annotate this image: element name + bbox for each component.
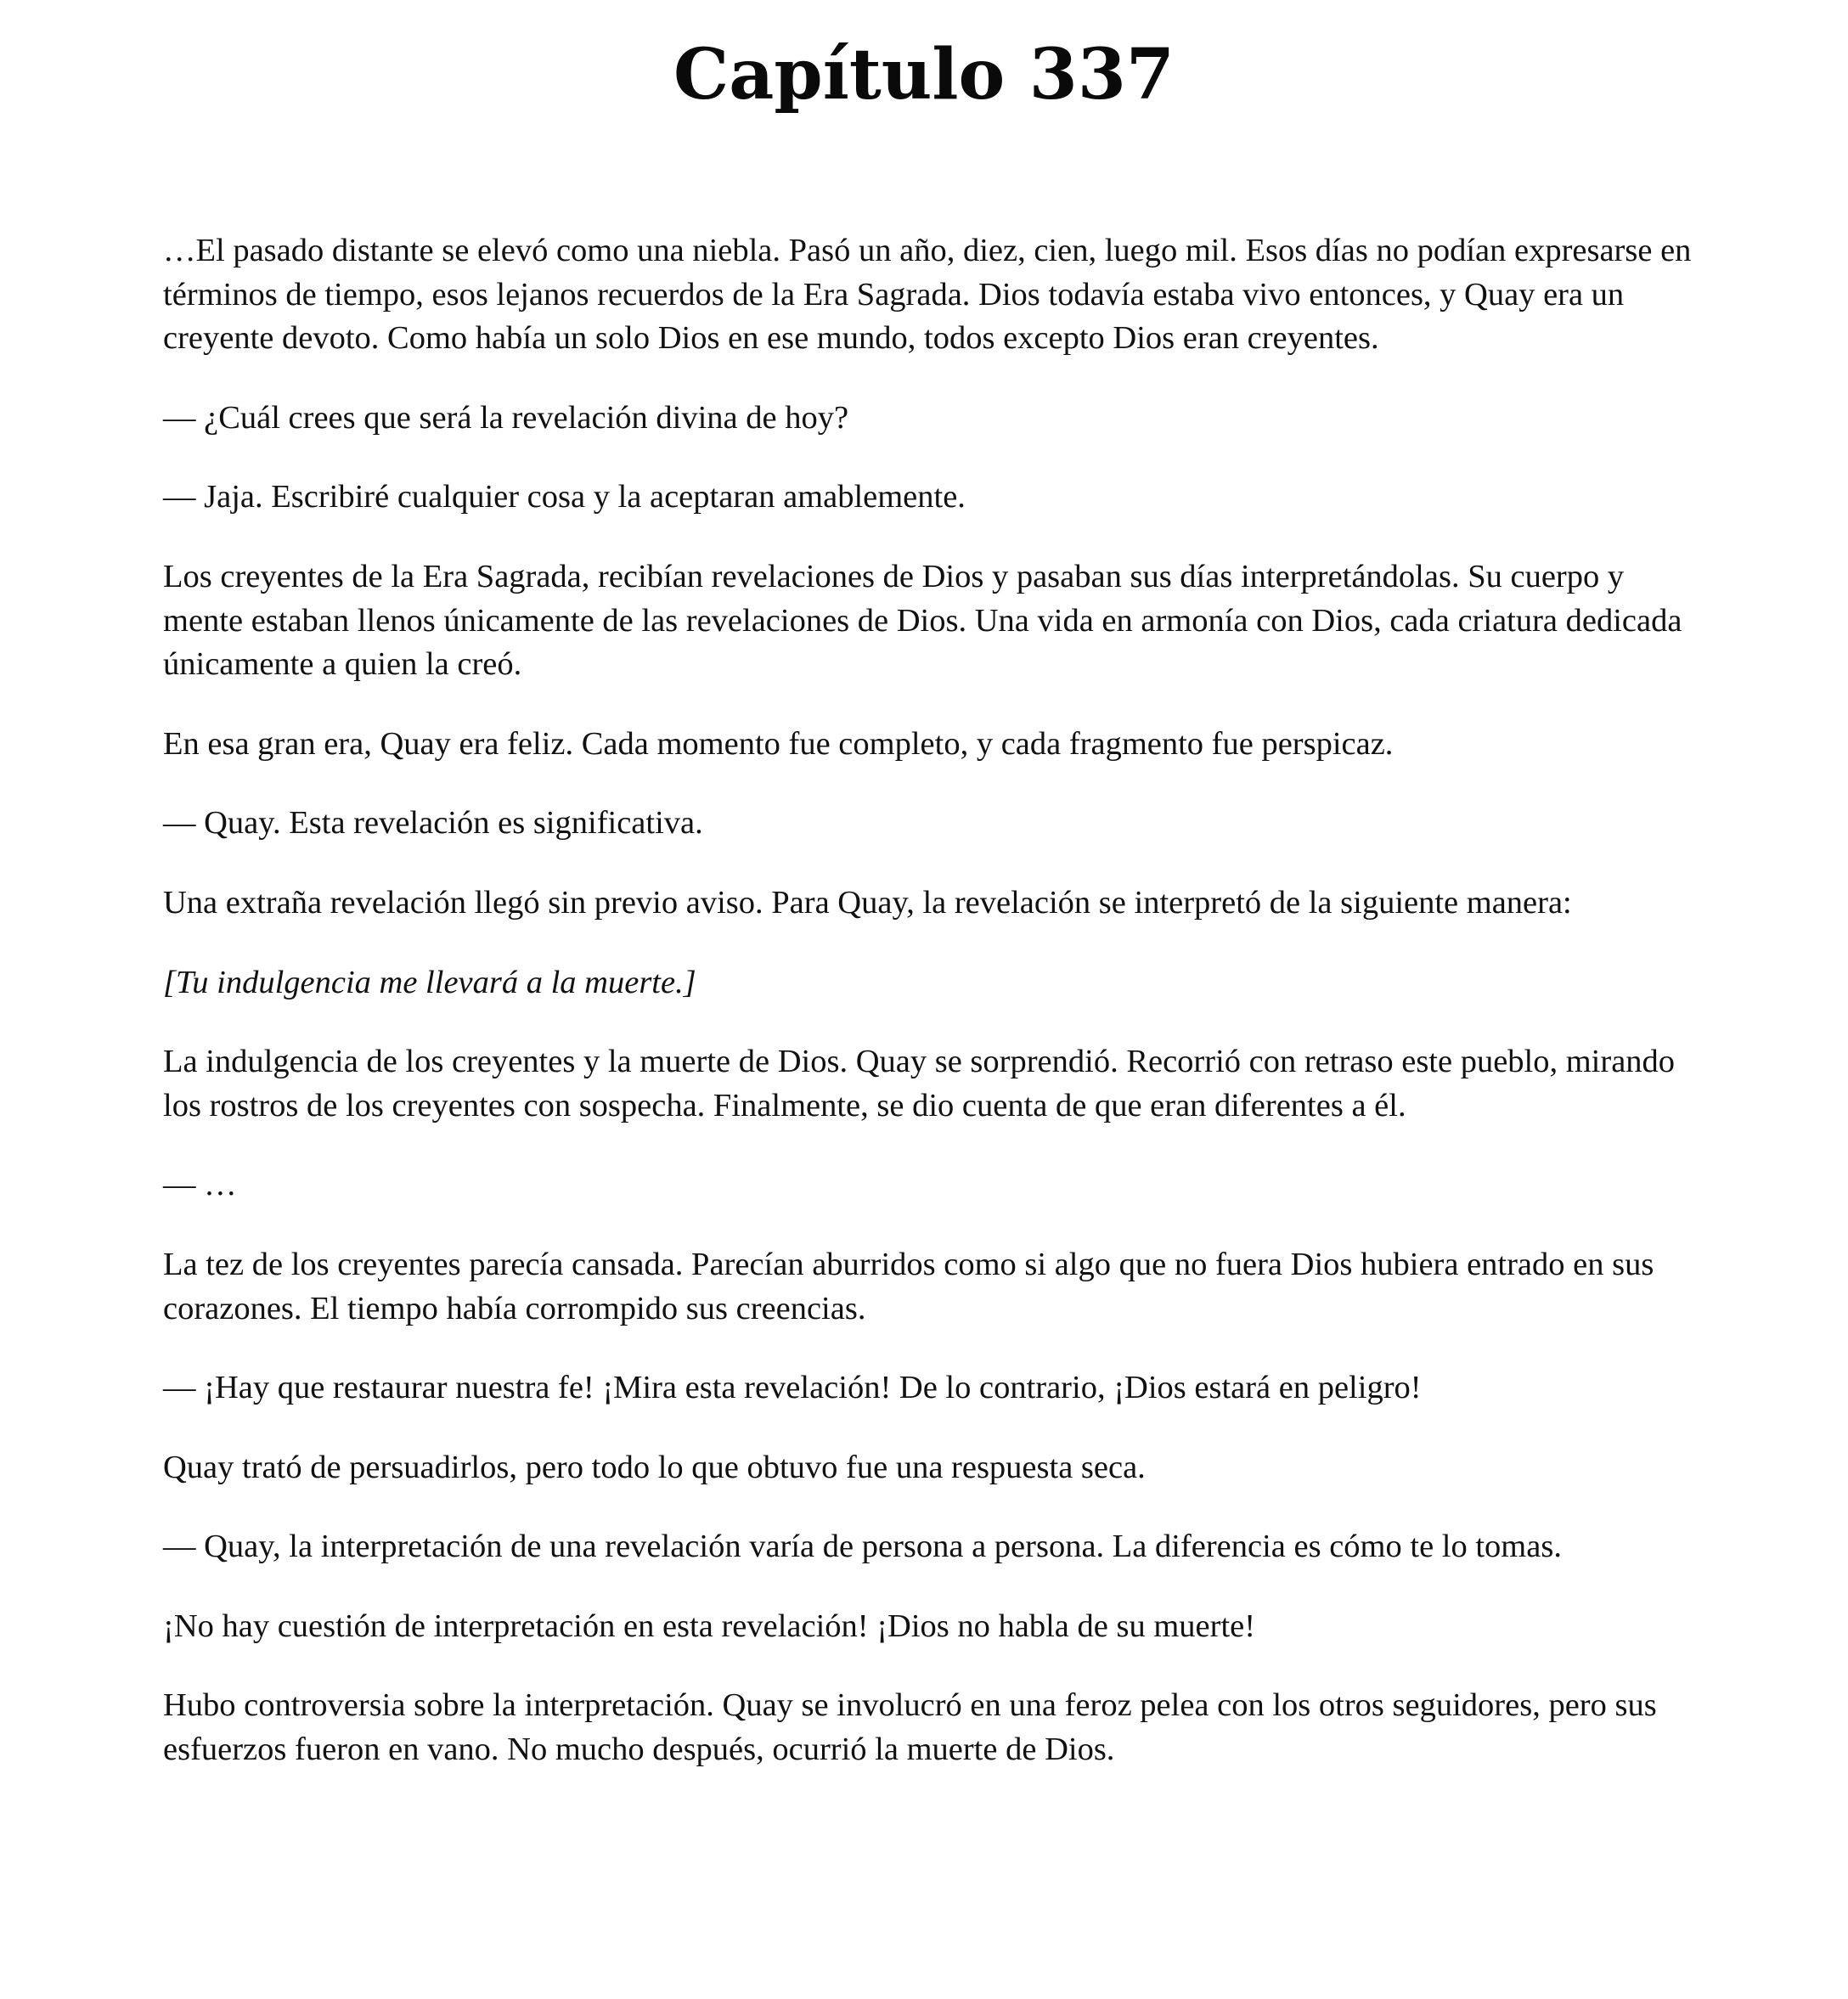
paragraph: Los creyentes de la Era Sagrada, recibían revelaciones de Dios y pasaban sus días interpretándolas. Su cuerpo y mente estaban llenos únicamente de las revelaciones de Dios. Una vida en armonía con Dios, cada criatura dedicada únicamente a quien la creó. — [163, 558, 1682, 683]
paragraph: La tez de los creyentes parecía cansada. Parecían aburridos como si algo que no fuera Dios hubiera entrado en sus corazones. El tiempo había corrompido sus creencias. — [163, 1246, 1654, 1326]
paragraph: Quay trató de persuadirlos, pero todo lo que obtuvo fue una respuesta seca. — [163, 1449, 1146, 1485]
paragraph-intro: …El pasado distante se elevó como una niebla. Pasó un año, diez, cien, luego mil. Esos días no podían expresarse en términos de tiempo, esos lejanos recuerdos de la Era Sagrada. Dios todavía estaba vivo entonces, y Quay era un creyente devoto. Como había un solo Dios en ese mundo, todos excepto Dios eran creyentes. — [163, 233, 1692, 357]
dialogue-line: — … — [163, 1167, 237, 1203]
dialogue-line: — ¿Cuál crees que será la revelación divina de hoy? — [163, 399, 849, 436]
paragraph: La indulgencia de los creyentes y la muerte de Dios. Quay se sorprendió. Recorrió con retraso este pueblo, mirando los rostros de los creyentes con sospecha. Finalmente, se dio cuenta de que eran diferentes a él. — [163, 1044, 1676, 1123]
paragraph: En esa gran era, Quay era feliz. Cada momento fue completo, y cada fragmento fue perspicaz. — [163, 725, 1394, 762]
paragraph: Una extraña revelación llegó sin previo aviso. Para Quay, la revelación se interpretó de la siguiente manera: — [163, 884, 1572, 921]
paragraph: ¡No hay cuestión de interpretación en esta revelación! ¡Dios no habla de su muerte! — [163, 1608, 1256, 1644]
dialogue-line: — Quay. Esta revelación es significativa. — [163, 805, 703, 842]
dialogue-line: — ¡Hay que restaurar nuestra fe! ¡Mira esta revelación! De lo contrario, ¡Dios estará en peligro! — [163, 1370, 1422, 1406]
chapter-title: Capítulo 337 — [673, 34, 1175, 115]
paragraph: Hubo controversia sobre la interpretación. Quay se involucró en una feroz pelea con los otros seguidores, pero sus esfuerzos fueron en vano. No mucho después, ocurrió la muerte de Dios. — [163, 1687, 1657, 1768]
dialogue-line: — Quay, la interpretación de una revelación varía de persona a persona. La diferencia es cómo te lo tomas. — [163, 1529, 1562, 1565]
revelation-quote: [Tu indulgencia me llevará a la muerte.] — [163, 964, 696, 1000]
chapter-body — [163, 229, 1705, 1808]
dialogue-line: — Jaja. Escribiré cualquier cosa y la aceptaran amablemente. — [163, 479, 966, 515]
